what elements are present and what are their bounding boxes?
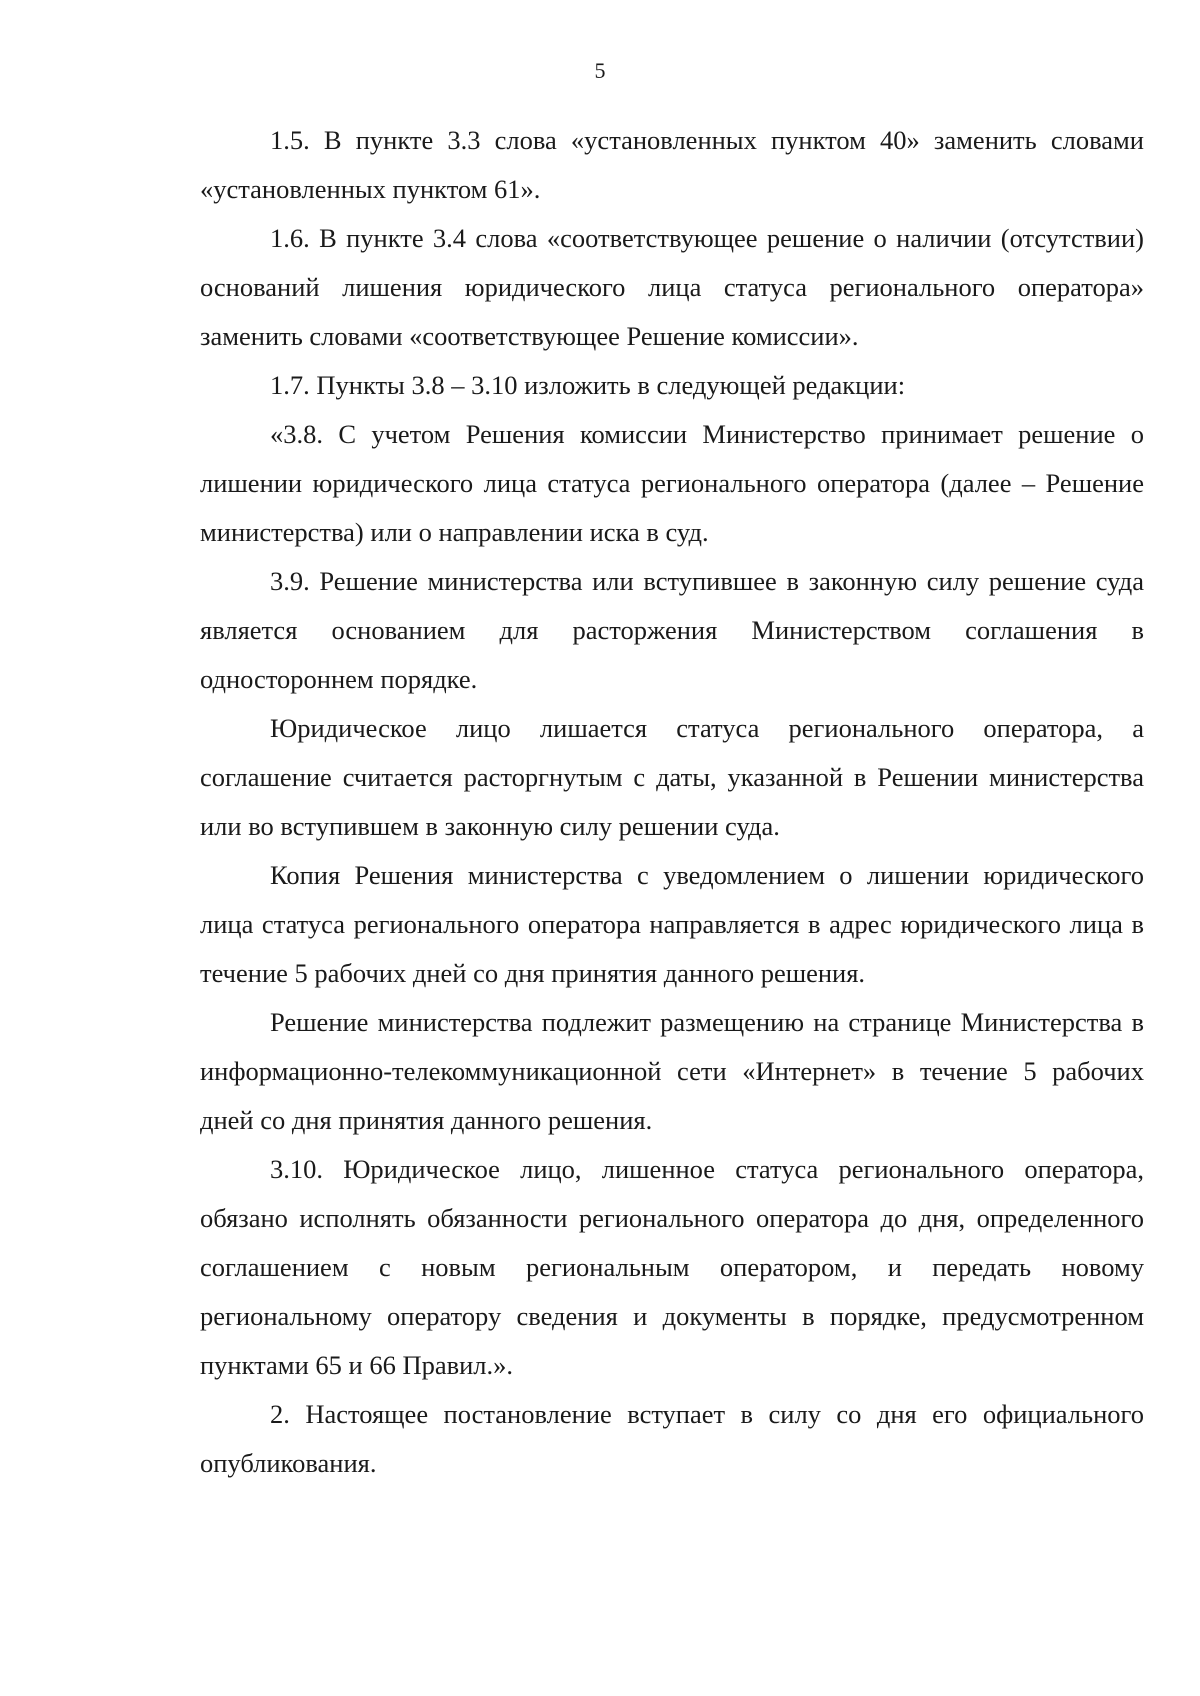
page-number: 5: [594, 58, 606, 83]
paragraph-decision-publication: Решение министерства подлежит размещению на странице Министерства в информационно-телекоммуникационной сети «Интернет» в течение 5 рабочих дней со дня принятия данного решения.: [200, 1007, 1144, 1135]
document-body: [200, 116, 1144, 1488]
paragraph-1-7: 1.7. Пункты 3.8 – 3.10 изложить в следующей редакции:: [270, 370, 906, 400]
paragraph-loss-of-status: Юридическое лицо лишается статуса регионального оператора, а соглашение считается расторгнутым с даты, указанной в Решении министерства или во вступившем в законную силу решении суда.: [200, 713, 1144, 841]
paragraph-2-entry-into-force: 2. Настоящее постановление вступает в силу со дня его официального опубликования.: [200, 1399, 1144, 1478]
paragraph-1-6: 1.6. В пункте 3.4 слова «соответствующее решение о наличии (отсутствии) оснований лишения юридического лица статуса регионального оператора» заменить словами «соответствующее Решение комиссии».: [200, 223, 1144, 351]
paragraph-3-10: 3.10. Юридическое лицо, лишенное статуса регионального оператора, обязано исполнять обязанности регионального оператора до дня, определенного соглашением с новым региональным оператором, и передать новому региональному оператору сведения и документы в порядке, предусмотренном пунктами 65 и 66 Правил.».: [200, 1154, 1144, 1380]
paragraph-3-9: 3.9. Решение министерства или вступившее в законную силу решение суда является основанием для расторжения Министерством соглашения в одностороннем порядке.: [200, 566, 1144, 694]
paragraph-3-8: «3.8. С учетом Решения комиссии Министерство принимает решение о лишении юридического лица статуса регионального оператора (далее – Решение министерства) или о направлении иска в суд.: [200, 419, 1144, 547]
paragraph-decision-copy: Копия Решения министерства с уведомлением о лишении юридического лица статуса регионального оператора направляется в адрес юридического лица в течение 5 рабочих дней со дня принятия данного решения.: [200, 860, 1144, 988]
paragraph-1-5: 1.5. В пункте 3.3 слова «установленных пунктом 40» заменить словами «установленных пунктом 61».: [200, 125, 1144, 204]
